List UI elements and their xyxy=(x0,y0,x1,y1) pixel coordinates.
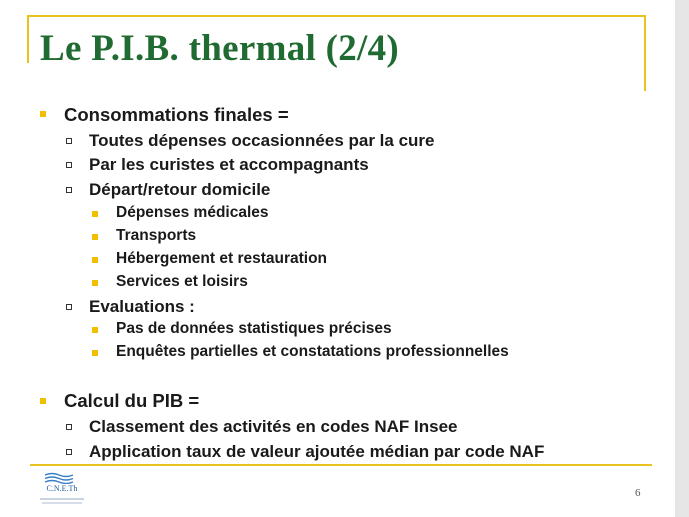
bottom-accent-rule xyxy=(30,464,652,466)
bullet-square-icon xyxy=(92,211,98,217)
cneth-logo xyxy=(30,472,90,512)
bullet-level2: Par les curistes et accompagnants xyxy=(89,155,369,174)
bullet-level3: Services et loisirs xyxy=(116,273,248,290)
bullet-level3: Hébergement et restauration xyxy=(116,250,328,267)
top-accent-rule-vertical xyxy=(644,15,646,91)
bullet-square-icon xyxy=(92,350,98,356)
bullet-level2: Toutes dépenses occasionnées par la cure xyxy=(89,131,435,150)
hollow-bullet-icon xyxy=(66,424,72,430)
bullet-square-icon xyxy=(40,398,46,404)
bullet-level2: Classement des activités en codes NAF Insee xyxy=(89,417,458,436)
bullet-level2: Départ/retour domicile xyxy=(89,180,271,199)
bullet-level3: Enquêtes partielles et constatations professionnelles xyxy=(116,343,509,360)
hollow-bullet-icon xyxy=(66,449,72,455)
waves-icon xyxy=(44,472,74,484)
bullet-level2: Evaluations : xyxy=(89,297,195,316)
slide-title: Le P.I.B. thermal (2/4) xyxy=(40,28,400,69)
bullet-level1: Calcul du PIB = xyxy=(64,390,200,411)
logo-subline xyxy=(42,502,82,504)
bullet-square-icon xyxy=(92,257,98,263)
hollow-bullet-icon xyxy=(66,162,72,168)
bullet-square-icon xyxy=(92,234,98,240)
bullet-level3: Pas de données statistiques précises xyxy=(116,320,392,337)
title-accent-line xyxy=(27,15,29,63)
bullet-square-icon xyxy=(40,111,46,117)
top-accent-rule xyxy=(28,15,644,17)
logo-subline xyxy=(40,498,84,500)
bullet-square-icon xyxy=(92,327,98,333)
hollow-bullet-icon xyxy=(66,138,72,144)
bullet-level2: Application taux de valeur ajoutée médian par code NAF xyxy=(89,442,545,461)
page-number: 6 xyxy=(635,487,641,499)
hollow-bullet-icon xyxy=(66,304,72,310)
hollow-bullet-icon xyxy=(66,187,72,193)
bullet-level1: Consommations finales = xyxy=(64,104,289,125)
window-right-edge xyxy=(675,0,689,517)
logo-text: C.N.E.Th xyxy=(46,484,78,493)
bullet-level3: Dépenses médicales xyxy=(116,204,269,221)
bullet-level3: Transports xyxy=(116,227,197,244)
bullet-square-icon xyxy=(92,280,98,286)
